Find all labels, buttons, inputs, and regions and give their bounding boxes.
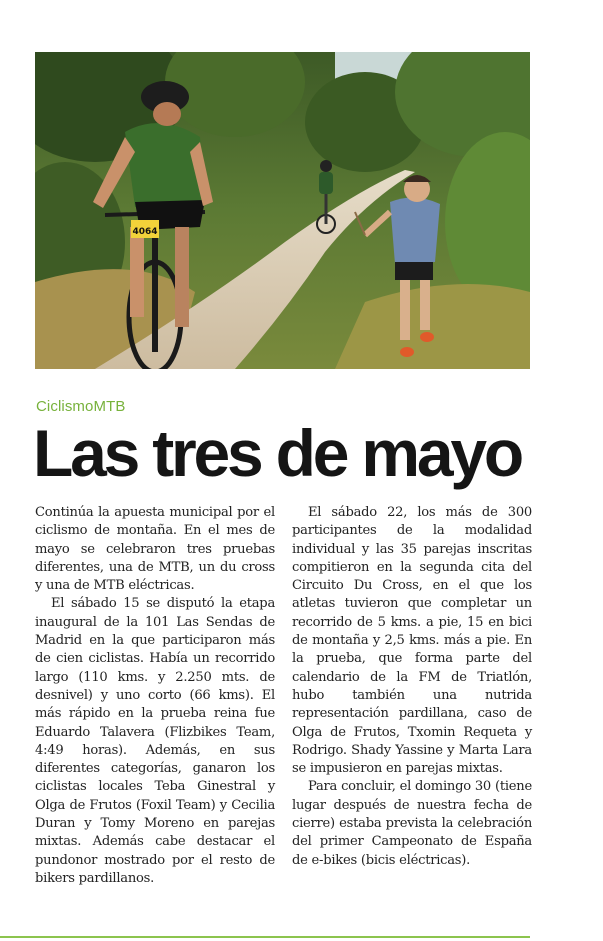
- article-headline: Las tres de mayo: [33, 416, 522, 490]
- race-number: 4064: [132, 227, 158, 237]
- paragraph: El sábado 22, los más de 300 participantes de la modalidad individual y las 35 parejas inscritas compitieron en la segunda cita del Circuito Du Cross, en el que los atletas tuvieron que completar un recorrido de 5 kms. a pie, 15 en bici de montaña y 2,5 kms. más a pie. En la prueba, que forma parte del calendario de la FM de Triatlón, hubo también una nutrida representación pardillana, caso de Olga de Frutos, Txomin Requeta y Rodrigo. Shady Yassine y Marta Lara se impusieron en parejas mixtas.: [292, 505, 532, 777]
- paragraph: Continúa la apuesta municipal por el ciclismo de montaña. En el mes de mayo se celebraron tres pruebas diferentes, una de MTB, un du cross y una de MTB eléctricas.: [35, 505, 275, 594]
- paragraph: El sábado 15 se disputó la etapa inaugural de la 101 Las Sendas de Madrid en la que participaron más de cien ciclistas. Había un recorrido largo (110 kms. y 2.250 mts. de desnivel) y uno corto (66 kms). El más rápido en la prueba reina fue Eduardo Talavera (Flizbikes Team, 4:49 horas). Además, en sus diferentes categorías, ganaron los ciclistas locales Teba Ginestral y Olga de Frutos (Foxil Team) y Cecilia Duran y Tomy Moreno en parejas mixtas. Además cabe destacar el pundonor mostrado por el resto de bikers pardillanos.: [35, 596, 275, 886]
- paragraph: Para concluir, el domingo 30 (tiene lugar después de nuestra fecha de cierre) estaba prevista la celebración del primer Campeonato de España de e-bikes (bicis eléctricas).: [292, 779, 532, 868]
- article-column-left: [35, 504, 275, 888]
- article-photo: [35, 52, 530, 369]
- bottom-rule: [0, 936, 530, 938]
- section-label: CiclismoMTB: [36, 398, 126, 415]
- article-column-right: [292, 504, 532, 870]
